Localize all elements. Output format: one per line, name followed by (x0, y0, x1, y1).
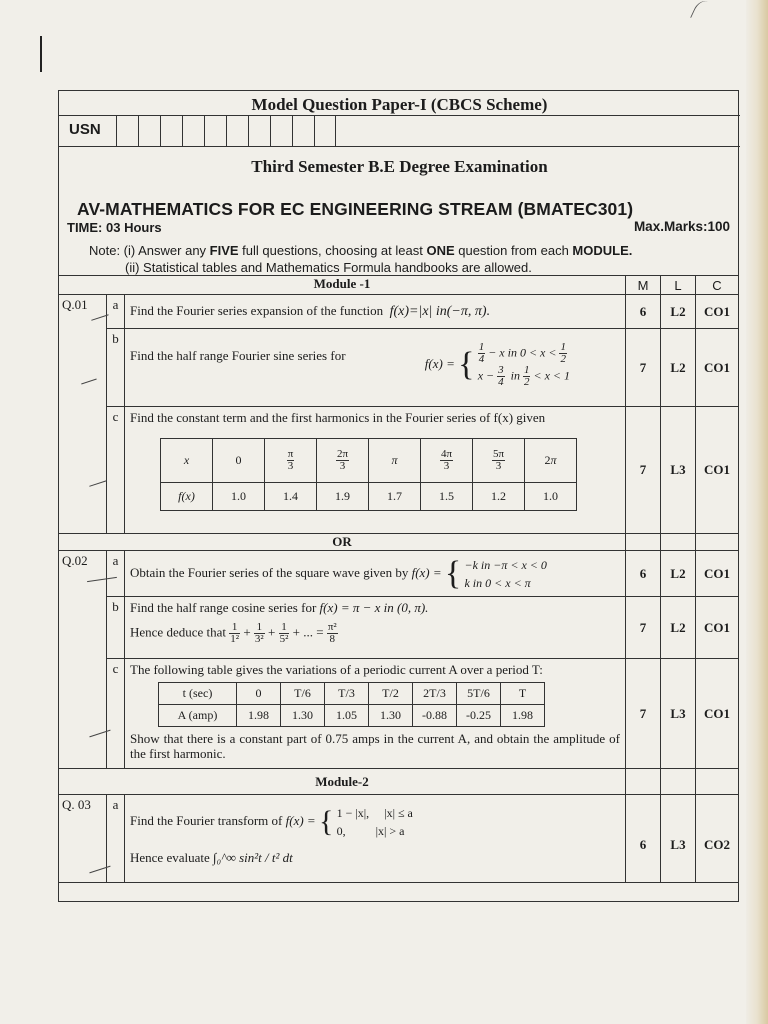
question-text: The following table gives the variations of a periodic current A over a period T: t (sec) 0 T/6 T/3 T/2 2T/3 5T/6 T A (amp) 1.98 1.30 1.05 1.30 -0.88 -0.25 1.98 Show that there is a constant part of 0.75 amps in the current A, and obtain the amplitude of the first harmonic. (125, 659, 626, 769)
table-cell: 1.0 (213, 483, 265, 511)
course-outcome: CO1 (696, 295, 739, 329)
module-1-heading: Module -1 (59, 276, 626, 295)
table-cell: π (369, 439, 421, 483)
table-cell: 1.5 (421, 483, 473, 511)
table-cell: 2π (525, 439, 577, 483)
level: L2 (661, 597, 696, 659)
course-outcome: CO1 (696, 659, 739, 769)
table-cell: 1.05 (325, 705, 369, 727)
paper-edge (746, 0, 768, 1024)
table-cell: 1.9 (317, 483, 369, 511)
level: L2 (661, 295, 696, 329)
question-text: Obtain the Fourier series of the square wave given by f(x) = { −k in −π < x < 0 k in 0 < x < π (125, 551, 626, 597)
col-l-header: L (661, 276, 696, 295)
usn-boxes (116, 116, 336, 146)
usn-label: USN (69, 121, 101, 138)
corner-mark (690, 0, 714, 24)
table-cell: 1.30 (369, 705, 413, 727)
table-cell: $\frac{4\pi}{3}$ (421, 439, 473, 483)
table-header: x (161, 439, 213, 483)
course-outcome: CO1 (696, 407, 739, 534)
usn-box[interactable] (314, 116, 336, 146)
usn-box[interactable] (204, 116, 226, 146)
level: L3 (661, 795, 696, 883)
usn-box[interactable] (248, 116, 270, 146)
fx-table (160, 438, 577, 511)
table-cell: 1.30 (281, 705, 325, 727)
table-cell: $\frac{2\pi}{3}$ (317, 439, 369, 483)
table-cell: -0.25 (457, 705, 501, 727)
current-table (158, 682, 545, 727)
usn-box[interactable] (270, 116, 292, 146)
marks: 7 (626, 329, 661, 407)
subject-title: AV-MATHEMATICS FOR EC ENGINEERING STREAM (BMATEC301) (77, 199, 634, 219)
level: L2 (661, 329, 696, 407)
usn-box[interactable] (226, 116, 248, 146)
question-row (59, 295, 739, 329)
marks: 6 (626, 295, 661, 329)
piecewise-formula: f(x) = { $\frac{1}{4}$ − x in 0 < x < $\frac{1}{2}$ x − $\frac{3}{4}$ in $\frac{1}{2}$ < x < 1 (424, 340, 570, 388)
usn-row (59, 115, 740, 147)
table-cell: 1.4 (265, 483, 317, 511)
question-number: Q.02 (59, 551, 107, 769)
part-label: a (107, 551, 125, 597)
question-number: Q. 03 (59, 795, 107, 883)
table-cell: -0.88 (413, 705, 457, 727)
course-outcome: CO1 (696, 551, 739, 597)
part-label: b (107, 597, 125, 659)
table-cell: 2T/3 (413, 683, 457, 705)
table-cell: T/2 (369, 683, 413, 705)
question-paper (58, 90, 739, 902)
table-cell: T/6 (281, 683, 325, 705)
question-row (59, 795, 739, 883)
table-cell: T/3 (325, 683, 369, 705)
part-label: a (107, 795, 125, 883)
note-line-1: Note: (i) Answer any FIVE full questions, choosing at least ONE question from each MODULE. (89, 243, 633, 258)
usn-box[interactable] (292, 116, 314, 146)
level: L3 (661, 659, 696, 769)
table-cell: 0 (237, 683, 281, 705)
course-outcome: CO1 (696, 329, 739, 407)
part-label: a (107, 295, 125, 329)
table-cell: 1.2 (473, 483, 525, 511)
part-label: c (107, 407, 125, 534)
col-c-header: C (696, 276, 739, 295)
course-outcome: CO1 (696, 597, 739, 659)
marks: 6 (626, 551, 661, 597)
questions-table (58, 275, 739, 883)
max-marks: Max.Marks:100 (633, 219, 730, 234)
question-row (59, 659, 739, 769)
paper-title: Model Question Paper-I (CBCS Scheme) (251, 95, 548, 114)
level: L3 (661, 407, 696, 534)
time-label: TIME: 03 Hours (67, 220, 162, 235)
pen-mark (40, 36, 42, 72)
module-2-heading: Module-2 (59, 769, 626, 795)
table-header: A (amp) (159, 705, 237, 727)
table-header: t (sec) (159, 683, 237, 705)
part-label: b (107, 329, 125, 407)
table-cell: T (501, 683, 545, 705)
integral: ∫₀^∞ sin²t / t² dt (213, 850, 293, 865)
question-row (59, 407, 739, 534)
marks: 6 (626, 795, 661, 883)
table-cell: 1.98 (237, 705, 281, 727)
question-text: Find the Fourier transform of f(x) = { 1 − |x|, |x| ≤ a 0, |x| > a Hence evaluate ∫₀^∞ sin²t / t² dt (125, 795, 626, 883)
table-cell: 1.0 (525, 483, 577, 511)
question-text: Find the half range cosine series for f(x) = π − x in (0, π). Hence deduce that $\frac{1}{\text{1²}}$ + $\frac{1}{\text{3²}}$ + $\frac{1}{\text{5²}}$ + ... = $\frac{\text{π²}}{8}$ (125, 597, 626, 659)
formula: f(x)=|x| in(−π, π). (389, 304, 491, 319)
marks: 7 (626, 407, 661, 534)
question-text: Find the half range Fourier sine series for f(x) = { $\frac{1}{4}$ − x in 0 < x < $\frac{1}{2}$ x − $\frac{3}{4}$ in $\frac{1}{2}$ < x < 1 (125, 329, 626, 407)
table-cell: $\frac{\pi}{3}$ (265, 439, 317, 483)
col-m-header: M (626, 276, 661, 295)
usn-box[interactable] (182, 116, 204, 146)
question-text: Find the Fourier series expansion of the function f(x)=|x| in(−π, π). (125, 295, 626, 329)
course-outcome: CO2 (696, 795, 739, 883)
marks: 7 (626, 597, 661, 659)
note-line-2: (ii) Statistical tables and Mathematics Formula handbooks are allowed. (125, 260, 532, 275)
question-row (59, 551, 739, 597)
question-number: Q.01 (59, 295, 107, 534)
usn-box[interactable] (116, 116, 138, 146)
degree-title: Third Semester B.E Degree Examination (251, 157, 548, 176)
part-label: c (107, 659, 125, 769)
table-header: f(x) (161, 483, 213, 511)
level: L2 (661, 551, 696, 597)
question-row (59, 329, 739, 407)
table-cell: 1.7 (369, 483, 421, 511)
question-text: Find the constant term and the first harmonics in the Fourier series of f(x) given x 0 $\frac{\pi}{3}$ $\frac{2\pi}{3}$ π $\frac{4\pi}{3}$ $\frac{5\pi}{3}$ 2π f(x) 1.0 1.4 1.9 1.7 1.5 1.2 1.0 (125, 407, 626, 534)
marks: 7 (626, 659, 661, 769)
table-cell: 5T/6 (457, 683, 501, 705)
question-row (59, 597, 739, 659)
or-divider: OR (59, 534, 626, 551)
table-cell: 1.98 (501, 705, 545, 727)
usn-box[interactable] (160, 116, 182, 146)
usn-box[interactable] (138, 116, 160, 146)
table-cell: 0 (213, 439, 265, 483)
table-cell: $\frac{5\pi}{3}$ (473, 439, 525, 483)
